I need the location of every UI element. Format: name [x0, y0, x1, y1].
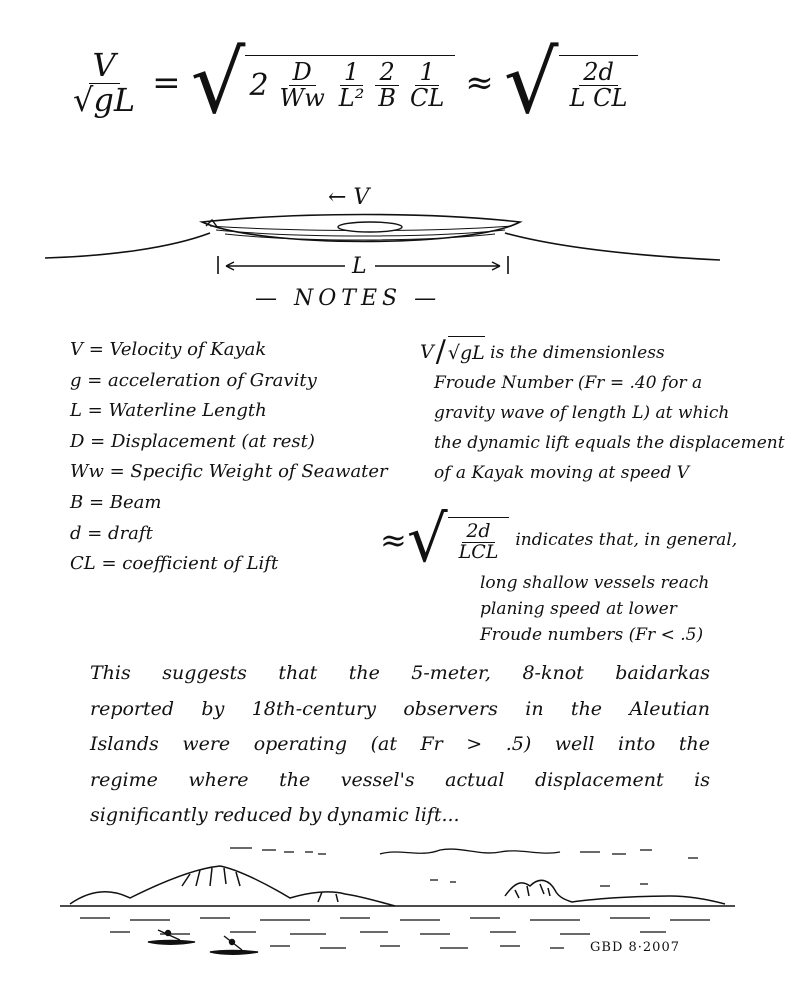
f1-denominator: Ww	[279, 84, 325, 112]
fraction-2-b	[374, 57, 400, 112]
mountain-gullies	[182, 868, 338, 902]
baidarka-paddlers	[148, 930, 258, 954]
rhs-numerator: 2d	[579, 60, 618, 86]
note-denominator: LCL	[458, 541, 499, 563]
lhs-denominator: √gL	[73, 80, 136, 119]
froude-ratio: V / √gL	[420, 334, 485, 369]
fraction-1-l2	[335, 57, 369, 112]
length-label: L	[352, 254, 367, 279]
planing-line-2: long shallow vessels reach	[480, 573, 710, 593]
mountain-ridge-left	[70, 866, 395, 906]
conclusion-paragraph	[90, 656, 710, 834]
f3-denominator: B	[378, 84, 396, 112]
froude-formula	[66, 33, 638, 133]
right-radical: √ $\frac{2d}{\text{L CL}}$	[504, 40, 639, 126]
sky-dashes	[230, 848, 698, 886]
definition-length: L = Waterline Length	[70, 400, 267, 422]
water-surface-line	[45, 233, 720, 260]
equals-sign: =	[152, 63, 181, 103]
definition-displacement: D = Displacement (at rest)	[70, 430, 315, 452]
definition-seawater-weight: Ww = Specific Weight of Seawater	[70, 461, 388, 483]
froude-line-1: is the dimensionless	[490, 343, 665, 363]
paragraph-line-5: significantly reduced by dynamic lift...	[90, 804, 460, 826]
fraction-2d-lcl	[566, 57, 632, 112]
middle-radical: √ 2 $\frac{D}{Ww}$ $\frac{1}{\text{L²}}$ $\frac{2}{B}$ $\frac{1}{CL}$	[191, 40, 456, 126]
definition-gravity: g = acceleration of Gravity	[70, 369, 317, 391]
rhs-denominator: L CL	[569, 84, 628, 112]
fraction-d-ww	[276, 57, 329, 112]
author-signature: GBD 8·2007	[590, 940, 680, 955]
froude-line-4: the dynamic lift equals the displacement	[434, 433, 785, 453]
coefficient: 2	[249, 68, 269, 103]
planing-line-4: Froude numbers (Fr < .5)	[480, 625, 704, 645]
approx-symbol: ≈	[380, 521, 407, 559]
right-peak-rocks	[515, 884, 550, 898]
paddle-right	[224, 936, 242, 950]
froude-line-2: Froude Number (Fr = .40 for a	[434, 373, 703, 393]
f2-numerator: 1	[340, 60, 363, 86]
volcanic-mountains	[70, 866, 725, 906]
ratio-numerator: V	[420, 341, 434, 363]
velocity-label: ← V	[328, 185, 370, 210]
planing-line-1: indicates that, in general,	[515, 530, 738, 550]
ratio-denominator: √gL	[448, 336, 485, 368]
paragraph-line-3: Islands were operating (at Fr > .5) well into the	[90, 733, 710, 755]
approx-sign: ≈	[465, 63, 494, 103]
planing-line-3: planing speed at lower	[480, 599, 677, 619]
definition-beam: B = Beam	[70, 491, 162, 513]
lhs-fraction	[69, 45, 139, 119]
f4-numerator: 1	[415, 60, 438, 86]
froude-number-note	[420, 334, 785, 488]
f3-numerator: 2	[375, 60, 398, 86]
f1-numerator: D	[289, 60, 316, 86]
paragraph-line-1: This suggests that the 5-meter, 8-knot baidarkas	[90, 662, 710, 684]
note-fraction	[455, 522, 503, 563]
lhs-numerator: V	[89, 49, 120, 84]
paragraph-line-4: regime where the vessel's actual displacement is	[90, 768, 710, 791]
froude-line-5: of a Kayak moving at speed V	[434, 463, 690, 483]
mountain-ridge-right	[505, 880, 725, 904]
fraction-1-cl	[406, 57, 448, 112]
planing-note	[380, 503, 780, 650]
definition-draft: d = draft	[70, 522, 153, 544]
f4-denominator: CL	[409, 84, 445, 112]
kayak-right	[210, 951, 258, 955]
kayak-left	[148, 941, 195, 945]
f2-denominator: L²	[338, 84, 365, 112]
cockpit	[338, 222, 402, 232]
variable-definitions	[70, 335, 388, 580]
note-numerator: 2d	[462, 522, 494, 543]
note-radical: √ $\frac{2d}{\text{LCL}}$	[407, 508, 510, 572]
definition-velocity: V = Velocity of Kayak	[70, 339, 267, 360]
notes-title: — NOTES —	[255, 286, 442, 311]
froude-line-3: gravity wave of length L) at which	[434, 403, 730, 423]
paragraph-line-2: reported by 18th-century observers in the Aleutian	[90, 697, 710, 720]
definition-lift-coefficient: CL = coefficient of Lift	[70, 553, 279, 575]
kayak-sketch	[0, 170, 795, 290]
